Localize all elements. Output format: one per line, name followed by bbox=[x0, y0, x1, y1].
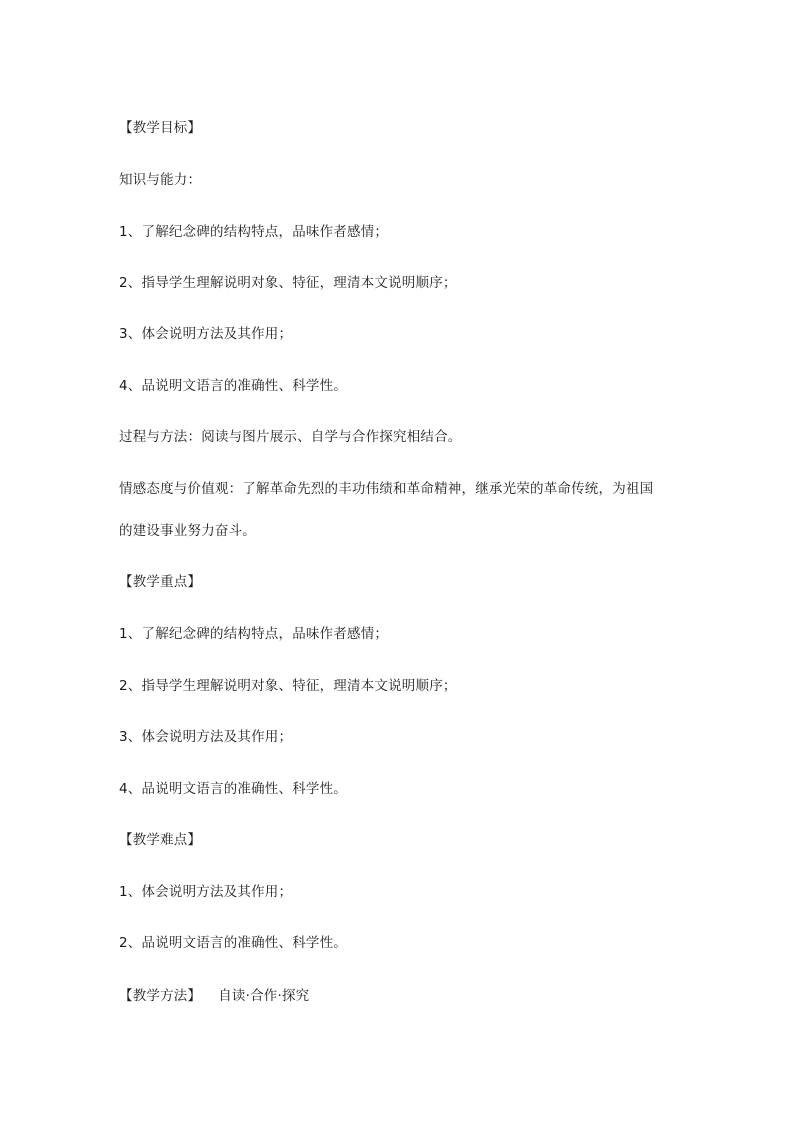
difficulties-heading: 【教学难点】 bbox=[119, 832, 202, 848]
objective-item: 1、了解纪念碑的结构特点，品味作者感情； bbox=[119, 224, 389, 240]
method-heading: 【教学方法】 bbox=[119, 988, 202, 1004]
key-point-item: 2、指导学生理解说明对象、特征，理清本文说明顺序； bbox=[119, 678, 457, 694]
objective-item: 3、体会说明方法及其作用； bbox=[119, 326, 293, 342]
process-method-text: 过程与方法：阅读与图片展示、自学与合作探究相结合。 bbox=[119, 429, 462, 445]
method-value: 自读·合作·探究 bbox=[218, 988, 310, 1004]
knowledge-label: 知识与能力： bbox=[119, 172, 202, 188]
emotion-text-line2: 的建设事业努力奋斗。 bbox=[119, 523, 256, 539]
key-point-item: 4、品说明文语言的准确性、科学性。 bbox=[119, 781, 347, 797]
key-point-item: 3、体会说明方法及其作用； bbox=[119, 729, 293, 745]
difficulty-item: 2、品说明文语言的准确性、科学性。 bbox=[119, 935, 347, 951]
objective-item: 2、指导学生理解说明对象、特征，理清本文说明顺序； bbox=[119, 275, 457, 291]
emotion-text-line1: 情感态度与价值观：了解革命先烈的丰功伟绩和革命精神，继承光荣的革命传统，为祖国 bbox=[119, 481, 654, 497]
key-points-heading: 【教学重点】 bbox=[119, 574, 202, 590]
method-line bbox=[119, 986, 309, 1006]
key-point-item: 1、了解纪念碑的结构特点，品味作者感情； bbox=[119, 626, 389, 642]
objectives-heading: 【教学目标】 bbox=[119, 120, 202, 136]
objective-item: 4、品说明文语言的准确性、科学性。 bbox=[119, 378, 347, 394]
difficulty-item: 1、体会说明方法及其作用； bbox=[119, 884, 293, 900]
